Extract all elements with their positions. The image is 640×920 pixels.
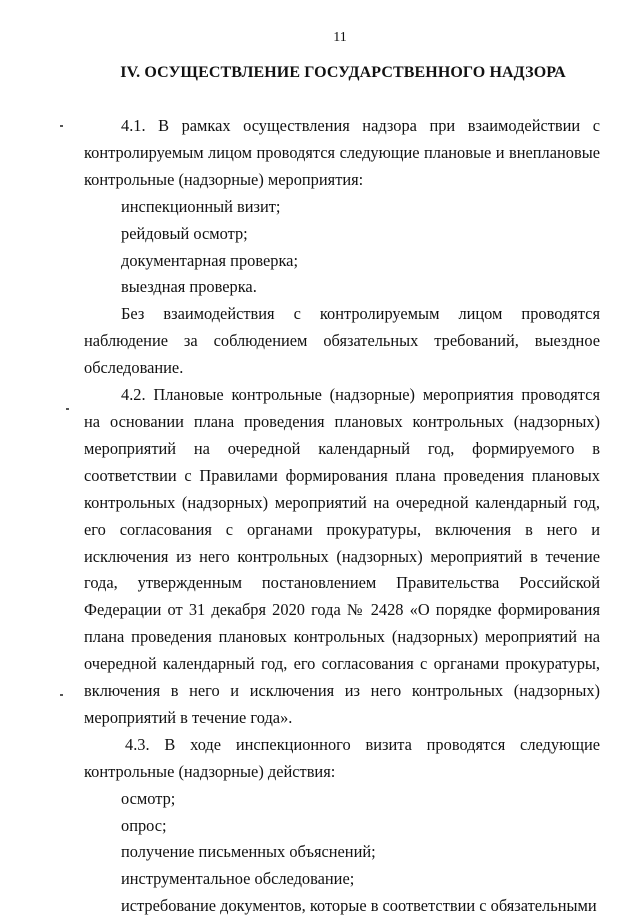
list-item: опрос;	[121, 815, 167, 835]
paragraph-4-3: 4.3. В ходе инспекционного визита проводятся следующие контрольные (надзорные) действия:	[84, 734, 600, 781]
list-item: документарная проверка;	[121, 250, 298, 270]
list-item: инспекционный визит;	[121, 196, 281, 216]
paragraph-document-request: истребование документов, которые в соответствии с обязательными	[121, 896, 597, 916]
body-text	[84, 113, 600, 920]
section-heading: IV. ОСУЩЕСТВЛЕНИЕ ГОСУДАРСТВЕННОГО НАДЗОРА	[120, 64, 566, 81]
paragraph-4-1: 4.1. В рамках осуществления надзора при взаимодействии с контролируемым лицом проводятся следующие плановые и внеплановые контрольные (надзорные) мероприятия:	[84, 116, 600, 189]
paragraph-4-2: 4.2. Плановые контрольные (надзорные) мероприятия проводятся на основании плана проведения плановых контрольных (надзорных) мероприятий на очередной календарный год, формируемого в соответствии с Правилами формирования плана проведения плановых контрольных (надзорных) мероприятий на очередной календарный год, его согласования с органами прокуратуры, включения в него и исключения из него контрольных (надзорных) мероприятий в течение года, утвержденным постановлением Правительства Российской Федерации от 31 декабря 2020 года № 2428 «О порядке формирования плана проведения плановых контрольных (надзорных) мероприятий на очередной календарный год, его согласования с органами прокуратуры, включения в него и исключения из него контрольных (надзорных) мероприятий в течение года».	[84, 385, 600, 727]
list-item: рейдовый осмотр;	[121, 223, 248, 243]
list-item: осмотр;	[121, 788, 176, 808]
list-item: получение письменных объяснений;	[121, 842, 376, 862]
list-item: выездная проверка.	[121, 277, 257, 297]
scan-mark	[66, 408, 69, 410]
list-item: инструментальное обследование;	[121, 869, 355, 889]
page-number: 11	[333, 30, 347, 45]
paragraph-without-interaction: Без взаимодействия с контролируемым лицом проводятся наблюдение за соблюдением обязательных требований, выездное обследование.	[84, 304, 600, 378]
scan-mark	[60, 694, 63, 696]
scan-mark	[60, 125, 63, 127]
